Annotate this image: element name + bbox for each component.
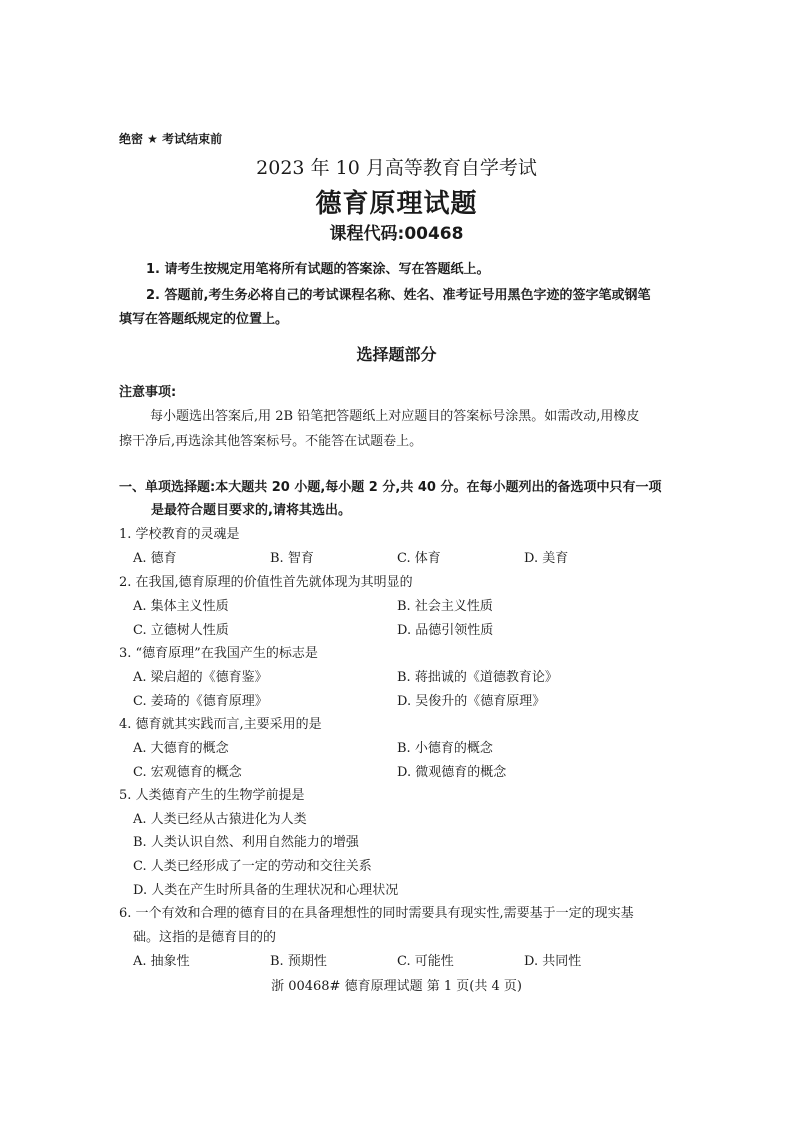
question-2-option-d: D. 品德引领性质: [397, 623, 494, 638]
question-6-option-c: C. 可能性: [397, 954, 454, 969]
question-6-stem-continued: 础。这指的是德育目的的: [133, 930, 277, 945]
question-1-option-a: A. 德育: [133, 551, 177, 566]
section-title: 选择题部分: [356, 345, 437, 364]
question-5-option-d: D. 人类在产生时所具备的生理状况和心理状况: [133, 883, 399, 898]
question-5-option-b: B. 人类认识自然、利用自然能力的增强: [133, 835, 359, 850]
question-2-stem: 2. 在我国,德育原理的价值性首先就体现为其明显的: [119, 575, 413, 590]
instruction-2: 2. 答题前,考生务必将自己的考试课程名称、姓名、准考证号用黑色字迹的签字笔或钢笔: [146, 288, 651, 303]
question-5-option-a: A. 人类已经从古猿进化为人类: [133, 812, 307, 827]
notice-heading: 注意事项:: [119, 385, 177, 400]
question-3-stem: 3. “德育原理”在我国产生的标志是: [119, 646, 318, 661]
exam-title: 2023 年 10 月高等教育自学考试: [256, 157, 537, 179]
question-3-option-c: C. 姜琦的《德育原理》: [133, 694, 268, 709]
part-one-heading: 一、单项选择题:本大题共 20 小题,每小题 2 分,共 40 分。在每小题列出的备选项中只有一项: [119, 480, 662, 495]
question-2-option-c: C. 立德树人性质: [133, 623, 229, 638]
confidential-label: 绝密 ★ 考试结束前: [119, 132, 223, 146]
question-1-option-b: B. 智育: [270, 551, 314, 566]
course-code: 课程代码:00468: [329, 224, 464, 244]
question-1-option-c: C. 体育: [397, 551, 441, 566]
part-one-heading-continued: 是最符合题目要求的,请将其选出。: [151, 503, 351, 518]
question-5-stem: 5. 人类德育产生的生物学前提是: [119, 788, 305, 803]
question-4-option-b: B. 小德育的概念: [397, 741, 493, 756]
notice-text-line-2: 擦干净后,再选涂其他答案标号。不能答在试题卷上。: [119, 434, 423, 449]
question-6-option-b: B. 预期性: [270, 954, 327, 969]
question-6-option-d: D. 共同性: [524, 954, 582, 969]
question-4-stem: 4. 德育就其实践而言,主要采用的是: [119, 717, 322, 732]
question-4-option-c: C. 宏观德育的概念: [133, 765, 242, 780]
question-6-option-a: A. 抽象性: [133, 954, 190, 969]
question-1-stem: 1. 学校教育的灵魂是: [119, 527, 240, 542]
page-footer: 浙 00468# 德育原理试题 第 1 页(共 4 页): [271, 979, 522, 994]
question-3-option-d: D. 吴俊升的《德育原理》: [397, 694, 546, 709]
question-5-option-c: C. 人类已经形成了一定的劳动和交往关系: [133, 859, 372, 874]
question-4-option-a: A. 大德育的概念: [133, 741, 229, 756]
question-2-option-a: A. 集体主义性质: [133, 599, 229, 614]
instruction-2-continued: 填写在答题纸规定的位置上。: [119, 312, 289, 327]
question-6-stem: 6. 一个有效和合理的德育目的在具备理想性的同时需要具有现实性,需要基于一定的现实基: [119, 906, 634, 921]
question-3-option-a: A. 梁启超的《德育鉴》: [133, 670, 268, 685]
question-1-option-d: D. 美育: [524, 551, 569, 566]
question-3-option-b: B. 蒋拙诚的《道德教育论》: [397, 670, 558, 685]
question-4-option-d: D. 微观德育的概念: [397, 765, 507, 780]
instruction-1: 1. 请考生按规定用笔将所有试题的答案涂、写在答题纸上。: [146, 262, 490, 277]
notice-text-line-1: 每小题选出答案后,用 2B 铅笔把答题纸上对应题目的答案标号涂黑。如需改动,用橡皮: [150, 409, 640, 424]
question-2-option-b: B. 社会主义性质: [397, 599, 493, 614]
paper-title: 德育原理试题: [315, 189, 478, 219]
